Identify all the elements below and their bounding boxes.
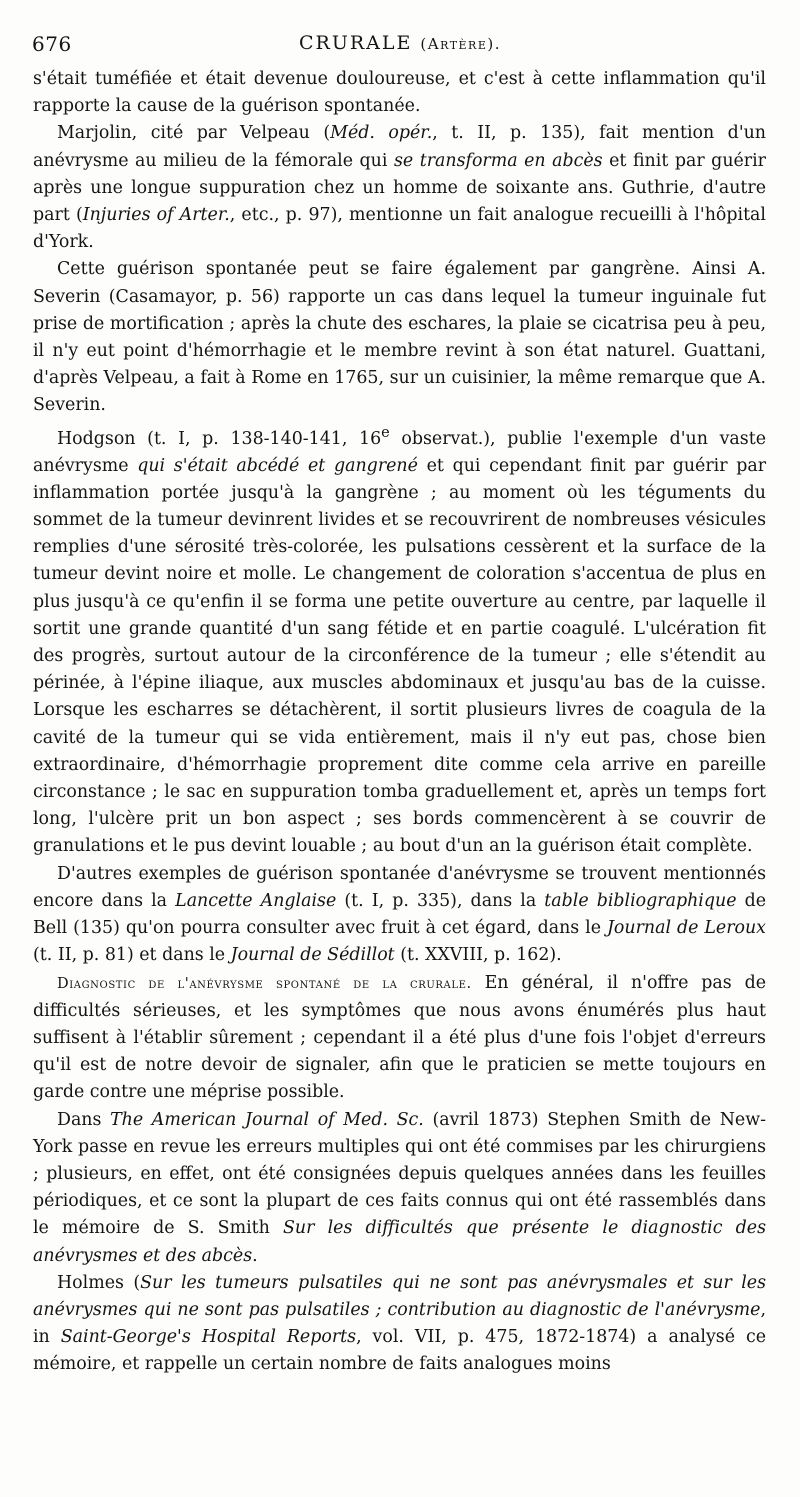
italic-run: Méd. opér.	[330, 123, 433, 144]
text-run: D'autres exemples de guérison spontanée d'anévrysme se trouvent mentionnés encore dans la	[33, 863, 766, 911]
paragraph	[33, 420, 766, 861]
text-run: et qui cependant finit par guérir par inflammation portée jusqu'à la gangrène ; au moment où les téguments du sommet de la tumeur devinrent livides et se recouvrirent de nombreuses vésicules remplies d'une sérosité très-colorée, les pulsations cessèrent et la surface de la tumeur devint noire et molle. Le changement de coloration s'accentua de plus en plus jusqu'à ce qu'enfin il se forma une petite ouverture au centre, par laquelle il sortit une grande quantité d'un sang fétide et en partie coagulé. L'ulcération fit des progrès, surtout autour de la circonférence de la tumeur ; elle s'étendit au périnée, à l'épine iliaque, aux muscles abdominaux et jusqu'au bas de la cuisse. Lorsque les escharres se détachèrent, il sortit plusieurs livres de coagula de la cavité de la tumeur qui se vida entièrement, mais il n'y eut pas, chose bien extraordinaire, d'hémorrhagie proprement dite comme cela arrive en pareille circonstance ; le sac en suppuration tomba graduellement et, après un temps fort long, l'ulcère prit un bon aspect ; ses bords commencèrent à se couvrir de granulations et le pus devint louable ; au bout d'un an la guérison était complète.	[33, 455, 767, 857]
text-run: .	[252, 1245, 258, 1266]
text-run: Dans	[57, 1109, 111, 1130]
text-run: , vol. VII, p. 475, 1872-1874) a analysé ce mémoire, et rappelle un certain nombre de faits analogues moins	[33, 1327, 766, 1375]
italic-run: Journal de Leroux	[606, 918, 766, 939]
paragraph	[33, 861, 766, 970]
italic-run: Sur les tumeurs pulsatiles qui ne sont pas anévrysmales et sur les anévrysmes qui ne sont pas pulsatiles ; contribution au diagnostic de l'anévrysme	[33, 1272, 767, 1320]
paragraph	[33, 256, 766, 419]
section-heading: Diagnostic de l'anévrysme spontané de la crurale.	[57, 975, 472, 992]
paragraph	[33, 66, 766, 120]
text-run: observat.), publie l'exemple d'un vaste anévrysme	[33, 428, 766, 476]
text-run: , t. II, p. 135), fait mention d'un anévrysme au milieu de la fémorale qui	[33, 123, 766, 171]
italic-run: Sur les difficultés que présente le diagnostic des anévrysmes et des abcès	[33, 1218, 766, 1266]
section-paragraph	[33, 970, 766, 1107]
italic-run: se transforma en abcès	[393, 150, 603, 171]
text-run: (t. XXVIII, p. 162).	[394, 945, 562, 966]
page-header	[32, 32, 768, 56]
running-title: CRURALE	[299, 32, 413, 54]
text-run: , etc., p. 97), mentionne un fait analogue recueilli à l'hôpital d'York.	[33, 205, 766, 253]
italic-run: Journal de Sédillot	[230, 945, 395, 966]
superscript: e	[381, 424, 390, 441]
italic-run: Injuries of Arter.	[82, 205, 230, 226]
text-run: En général, il n'offre pas de difficultés sérieuses, et les symptômes que nous avons énumérés plus haut suffisent à l'établir sûrement ; cependant il a été plus d'une fois l'objet d'erreurs qu'il est de notre devoir de signaler, afin que le praticien se mette toujours en garde contre une méprise possible.	[33, 972, 766, 1103]
text-run: , in	[33, 1299, 766, 1348]
italic-run: table bibliographique	[544, 890, 737, 911]
text-run: Hodgson (t. I, p. 138-140-141, 16	[57, 428, 382, 449]
running-subtitle: (Artère).	[420, 35, 501, 53]
text-run: (t. II, p. 81) et dans le	[33, 945, 231, 966]
italic-run: Lancette Anglaise	[175, 890, 337, 911]
paragraph	[33, 1107, 766, 1270]
text-run: de Bell (135) qu'on pourra consulter avec fruit à cet égard, dans le	[33, 890, 766, 939]
paragraph	[33, 1270, 766, 1379]
text-run: Marjolin, cité par Velpeau (	[57, 123, 331, 144]
text-run: s'était tuméfiée et était devenue douloureuse, et c'est à cette inflammation qu'il rapporte la cause de la guérison spontanée.	[33, 69, 766, 117]
italic-run: Saint-George's Hospital Reports	[60, 1327, 357, 1348]
text-run: Holmes (	[57, 1272, 141, 1293]
italic-run: The American Journal of Med. Sc.	[110, 1109, 424, 1130]
running-head	[32, 32, 768, 54]
text-run: Cette guérison spontanée peut se faire également par gangrène. Ainsi A. Severin (Casamayor, p. 56) rapporte un cas dans lequel la tumeur inguinale fut prise de mortification ; après la chute des eschares, la plaie se cicatrisa peu à peu, il n'y eut point d'hémorrhagie et le membre revint à son état naturel. Guattani, d'après Velpeau, a fait à Rome en 1765, sur un cuisinier, la même remarque que A. Severin.	[33, 259, 766, 416]
text-run: (avril 1873) Stephen Smith de New-York passe en revue les erreurs multiples qui ont été commises par les chirurgiens ; plusieurs, en effet, ont été consignées depuis quelques années dans les feuilles périodiques, et ce sont la plupart de ces faits connus qui ont été rassemblés dans le mémoire de S. Smith	[33, 1109, 766, 1239]
text-run: et finit par guérir après une longue suppuration chez un homme de soixante ans. Guthrie, d'autre part (	[33, 150, 766, 226]
italic-run: qui s'était abcédé et gangrené	[137, 455, 418, 476]
page-number: 676	[32, 32, 72, 56]
body-text	[33, 66, 766, 1379]
text-run: (t. I, p. 335), dans la	[336, 890, 545, 911]
paragraph	[33, 120, 766, 256]
